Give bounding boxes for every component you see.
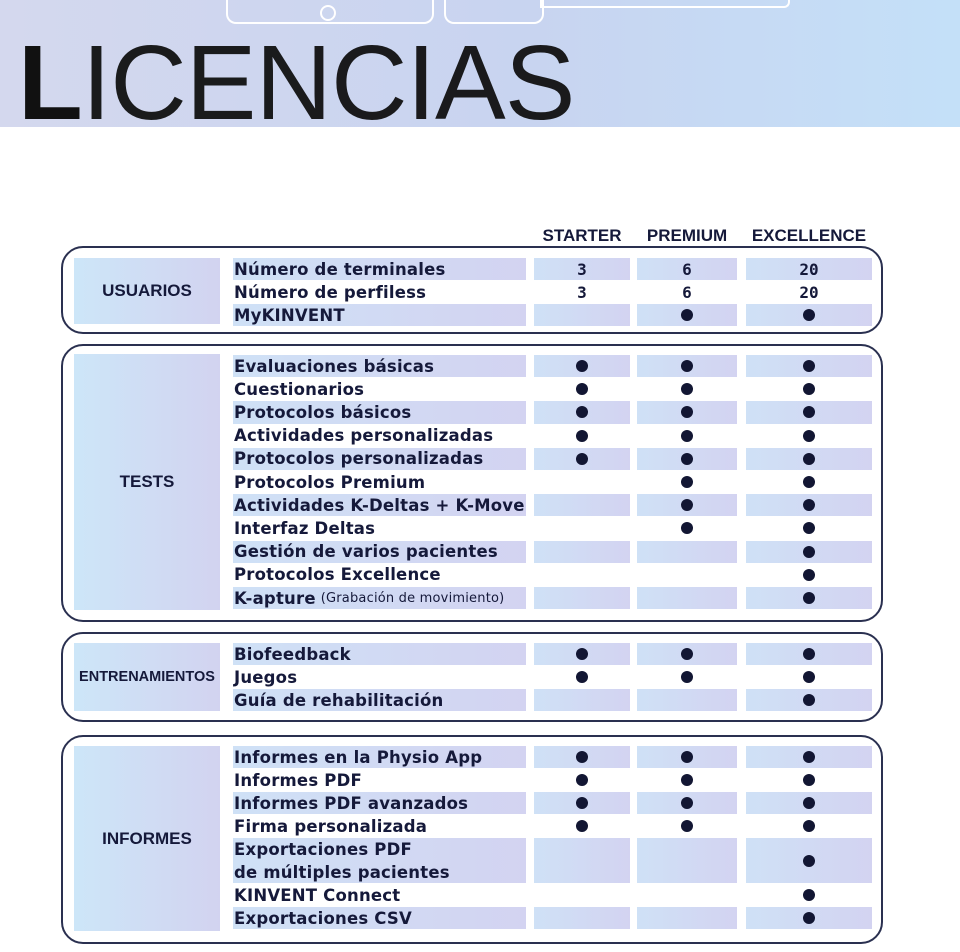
cell-excellence [746, 378, 872, 400]
cell-excellence: 20 [799, 282, 819, 302]
cell-starter [534, 815, 630, 837]
included-dot-icon [576, 671, 588, 683]
cell-premium [637, 838, 737, 883]
feature-label: Exportaciones PDF de múltiples pacientes [233, 838, 526, 883]
cell-excellence [746, 815, 872, 837]
cell-premium [637, 643, 737, 665]
feature-label: Protocolos básicos [233, 401, 526, 423]
included-dot-icon [803, 855, 815, 867]
cell-excellence [746, 425, 872, 447]
included-dot-icon [803, 671, 815, 683]
cell-starter [534, 401, 630, 423]
cell-starter [534, 838, 630, 883]
cell-starter [534, 494, 630, 516]
included-dot-icon [681, 522, 693, 534]
included-dot-icon [576, 648, 588, 660]
cell-premium [637, 689, 737, 711]
included-dot-icon [803, 694, 815, 706]
cell-starter [534, 792, 630, 814]
cell-excellence [746, 355, 872, 377]
feature-label: Informes PDF [234, 770, 362, 790]
cell-starter [534, 689, 630, 711]
cell-premium [637, 425, 737, 447]
header-banner [0, 0, 960, 142]
included-dot-icon [803, 889, 815, 901]
included-dot-icon [576, 453, 588, 465]
cell-excellence [746, 746, 872, 768]
cell-excellence [746, 517, 872, 539]
column-header-excellence: EXCELLENCE [751, 226, 867, 245]
cell-excellence [746, 448, 872, 470]
included-dot-icon [681, 383, 693, 395]
included-dot-icon [576, 360, 588, 372]
cell-premium [637, 471, 737, 493]
laptop-illustration [226, 0, 434, 24]
cell-starter [534, 746, 630, 768]
included-dot-icon [803, 476, 815, 488]
included-dot-icon [576, 774, 588, 786]
feature-label: Guía de rehabilitación [233, 689, 526, 711]
feature-label: MyKINVENT [233, 304, 526, 326]
included-dot-icon [576, 751, 588, 763]
feature-label: Actividades personalizadas [234, 426, 494, 446]
cell-excellence [746, 769, 872, 791]
cell-premium [637, 769, 737, 791]
cell-premium [637, 792, 737, 814]
cell-excellence [746, 564, 872, 586]
feature-label: Protocolos Premium [234, 472, 426, 492]
cell-premium [637, 666, 737, 688]
cell-excellence [746, 587, 872, 609]
included-dot-icon [803, 797, 815, 809]
feature-label: Número de terminales [233, 258, 526, 280]
feature-label: Informes PDF avanzados [233, 792, 526, 814]
included-dot-icon [576, 820, 588, 832]
included-dot-icon [803, 309, 815, 321]
category-label: ENTRENAMIENTOS [74, 643, 220, 711]
cell-starter [534, 425, 630, 447]
feature-label: Exportaciones CSV [233, 907, 526, 929]
cell-premium [637, 564, 737, 586]
page-title: LICENCIAS [18, 24, 575, 142]
feature-label: K-apture (Grabación de movimiento) [233, 587, 526, 609]
included-dot-icon [803, 453, 815, 465]
feature-label: Informes en la Physio App [233, 746, 526, 768]
cell-premium [637, 517, 737, 539]
cell-starter: 3 [534, 258, 630, 280]
feature-label: Protocolos personalizadas [233, 448, 526, 470]
feature-label: Firma personalizada [234, 816, 428, 836]
cell-premium [637, 746, 737, 768]
included-dot-icon [681, 820, 693, 832]
included-dot-icon [681, 360, 693, 372]
feature-label: Evaluaciones básicas [233, 355, 526, 377]
cell-premium [637, 884, 737, 906]
included-dot-icon [803, 406, 815, 418]
included-dot-icon [681, 671, 693, 683]
included-dot-icon [803, 546, 815, 558]
pen-illustration [540, 0, 790, 8]
camera-icon [320, 5, 336, 21]
category-label: TESTS [74, 354, 220, 610]
cell-starter [534, 304, 630, 326]
cell-premium [637, 304, 737, 326]
cell-excellence [746, 666, 872, 688]
cell-excellence [746, 838, 872, 883]
feature-label: Actividades K-Deltas + K-Move [234, 495, 525, 515]
category-label: INFORMES [74, 746, 220, 931]
feature-label: Interfaz Deltas [234, 518, 376, 538]
feature-label: Número de perfiless [234, 282, 427, 302]
cell-premium [637, 815, 737, 837]
cell-premium [637, 541, 737, 563]
cell-starter: 3 [577, 282, 587, 302]
included-dot-icon [576, 406, 588, 418]
included-dot-icon [576, 430, 588, 442]
included-dot-icon [681, 406, 693, 418]
cell-premium: 6 [682, 282, 692, 302]
included-dot-icon [803, 360, 815, 372]
included-dot-icon [803, 383, 815, 395]
cell-premium: 6 [637, 258, 737, 280]
cell-excellence [746, 541, 872, 563]
cell-premium [637, 587, 737, 609]
included-dot-icon [803, 430, 815, 442]
feature-label: KINVENT Connect [234, 885, 401, 905]
cell-starter [534, 378, 630, 400]
cell-excellence [746, 907, 872, 929]
feature-label: Gestión de varios pacientes [233, 541, 526, 563]
column-header-starter: STARTER [542, 226, 622, 245]
cell-premium [637, 378, 737, 400]
included-dot-icon [681, 751, 693, 763]
cell-starter [534, 448, 630, 470]
tablet-illustration [444, 0, 544, 24]
feature-label: Protocolos Excellence [234, 565, 441, 585]
included-dot-icon [803, 648, 815, 660]
included-dot-icon [576, 797, 588, 809]
column-header-premium: PREMIUM [646, 226, 728, 245]
cell-excellence [746, 689, 872, 711]
cell-excellence [746, 401, 872, 423]
included-dot-icon [681, 499, 693, 511]
cell-excellence: 20 [746, 258, 872, 280]
category-label: USUARIOS [74, 258, 220, 324]
cell-starter [534, 355, 630, 377]
cell-excellence [746, 304, 872, 326]
included-dot-icon [803, 499, 815, 511]
included-dot-icon [803, 912, 815, 924]
included-dot-icon [681, 453, 693, 465]
cell-starter [534, 884, 630, 906]
cell-starter [534, 769, 630, 791]
feature-label: Biofeedback [233, 643, 526, 665]
cell-premium [637, 494, 737, 516]
cell-starter [534, 907, 630, 929]
included-dot-icon [681, 430, 693, 442]
cell-starter [534, 666, 630, 688]
cell-premium [637, 448, 737, 470]
cell-excellence [746, 471, 872, 493]
cell-excellence [746, 494, 872, 516]
included-dot-icon [681, 648, 693, 660]
included-dot-icon [681, 774, 693, 786]
cell-starter [534, 471, 630, 493]
included-dot-icon [681, 309, 693, 321]
included-dot-icon [803, 522, 815, 534]
cell-premium [637, 401, 737, 423]
cell-premium [637, 907, 737, 929]
cell-starter [534, 564, 630, 586]
included-dot-icon [681, 797, 693, 809]
cell-starter [534, 541, 630, 563]
cell-starter [534, 587, 630, 609]
feature-label: Cuestionarios [234, 379, 365, 399]
feature-note: (Grabación de movimiento) [320, 590, 505, 606]
included-dot-icon [803, 569, 815, 581]
cell-starter [534, 517, 630, 539]
cell-premium [637, 355, 737, 377]
included-dot-icon [803, 820, 815, 832]
cell-excellence [746, 884, 872, 906]
included-dot-icon [681, 476, 693, 488]
included-dot-icon [803, 751, 815, 763]
included-dot-icon [803, 592, 815, 604]
feature-label: Juegos [234, 667, 298, 687]
included-dot-icon [803, 774, 815, 786]
cell-starter [534, 643, 630, 665]
cell-excellence [746, 643, 872, 665]
included-dot-icon [576, 383, 588, 395]
cell-excellence [746, 792, 872, 814]
